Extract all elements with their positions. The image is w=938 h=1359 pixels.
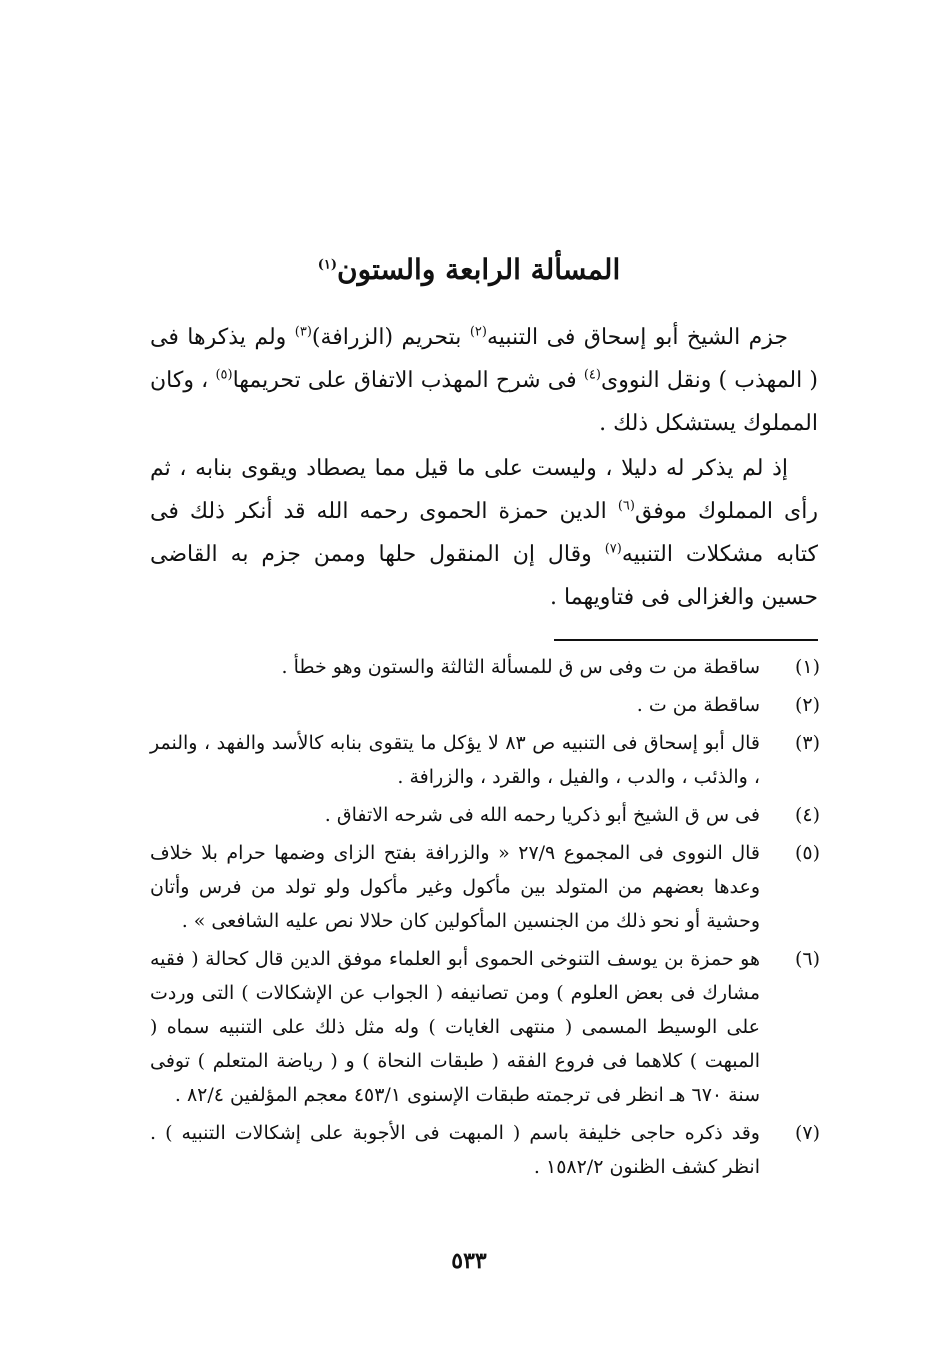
footnote-5 — [150, 836, 820, 938]
footnote-ref: (٧) — [604, 541, 622, 557]
footnote-text: فى س ق الشيخ أبو ذكريا رحمه الله فى شرحه الاتفاق . — [324, 804, 760, 826]
paragraph-text: فى شرح المهذب الاتفاق على تحريمها — [232, 368, 584, 393]
page-number: ٥٣٣ — [451, 1248, 487, 1274]
paragraph-text: جزم الشيخ أبو إسحاق فى التنبيه — [486, 325, 789, 350]
footnote-text: ساقطة من ت وفى س ق للمسألة الثالثة والستون وهو خطأ . — [281, 656, 760, 678]
footnote-text: قال أبو إسحاق فى التنبيه ص ٨٣ لا يؤكل ما يتقوى بنابه كالأسد والفهد ، والنمر ، والذئب ، والدب ، والفيل ، والقرد ، والزرافة . — [150, 732, 761, 788]
footnote-6 — [150, 942, 820, 1112]
footnote-number: (٦) — [794, 948, 820, 970]
footnote-2 — [150, 688, 820, 722]
paragraph-2 — [150, 447, 818, 619]
title-text: المسألة الرابعة والستون — [337, 253, 621, 286]
footnote-number: (١) — [794, 656, 820, 678]
paragraph-text: إذ لم يذكر له دليلا ، وليست على ما قيل مما يصطاد ويقوى بنابه ، ثم رأى المملوك موفق — [150, 456, 818, 524]
paragraph-text: الدين حمزة الحموى رحمه الله قد أنكر ذلك فى كتابه مشكلات التنبيه — [150, 499, 818, 567]
footnotes — [150, 650, 820, 1188]
footnote-separator — [554, 639, 818, 641]
footnote-number: (٢) — [794, 694, 820, 716]
footnote-number: (٣) — [794, 732, 820, 754]
section-title — [150, 248, 788, 292]
footnote-7 — [150, 1116, 820, 1184]
footnote-ref: (٤) — [583, 367, 601, 383]
footnote-text: قال النووى فى المجموع ٢٧/٩ « والزرافة بفتح الزاى وضمها حرام بلا خلاف وعدها بعضهم من المتولد بين مأكول وغير مأكول ولو تولد من فرس وأتان وحشية أو نحو ذلك من الجنسين المأكولين كان حلالا نص عليه الشافعى » . — [150, 842, 760, 932]
footnote-number: (٤) — [794, 804, 820, 826]
footnote-4 — [150, 798, 820, 832]
footnote-ref: (٦) — [617, 498, 635, 514]
footnote-ref: (٥) — [215, 367, 233, 383]
footnote-1 — [150, 650, 820, 684]
footnote-text: وقد ذكره حاجى خليفة باسم ( المبهت فى الأجوبة على إشكالات التنبيه ) . انظر كشف الظنون ١٥٨٢/٢ . — [150, 1122, 760, 1178]
footnote-ref: (٢) — [469, 324, 487, 340]
footnote-ref: (٣) — [294, 324, 312, 340]
paragraph-1 — [150, 316, 818, 445]
title-footnote-ref: (١) — [317, 257, 338, 273]
footnote-3 — [150, 726, 820, 794]
footnote-text: هو حمزة بن يوسف التنوخى الحموى أبو العلماء موفق الدين قال كحالة ( فقيه مشارك فى بعض العلوم ) ومن تصانيفه ( الجواب عن الإشكالات ) التى وردت على الوسيط المسمى ( منتهى الغايات ) وله مثل ذلك على التنبيه سماه ( المبهت ) كلاهما فى فروع الفقه ( طبقات النحاة ) و ( رياضة المتعلم ) توفى سنة ٦٧٠ هـ انظر فى ترجمته طبقات الإسنوى ٤٥٣/١ معجم المؤلفين ٨٢/٤ . — [150, 948, 760, 1106]
footnote-number: (٧) — [794, 1122, 820, 1144]
footnote-number: (٥) — [794, 842, 820, 864]
paragraph-text: وقال إن المنقول حلها وممن جزم به القاضى حسين والغزالى فى فتاويهما . — [150, 542, 818, 610]
paragraph-text: ولم يذكرها فى ( المهذب ) ونقل النووى — [150, 325, 819, 393]
paragraph-text: ، وكان المملوك يستشكل ذلك . — [150, 368, 818, 436]
footnote-text: ساقطة من ت . — [636, 694, 760, 716]
paragraph-text: بتحريم (الزرافة) — [311, 325, 470, 350]
